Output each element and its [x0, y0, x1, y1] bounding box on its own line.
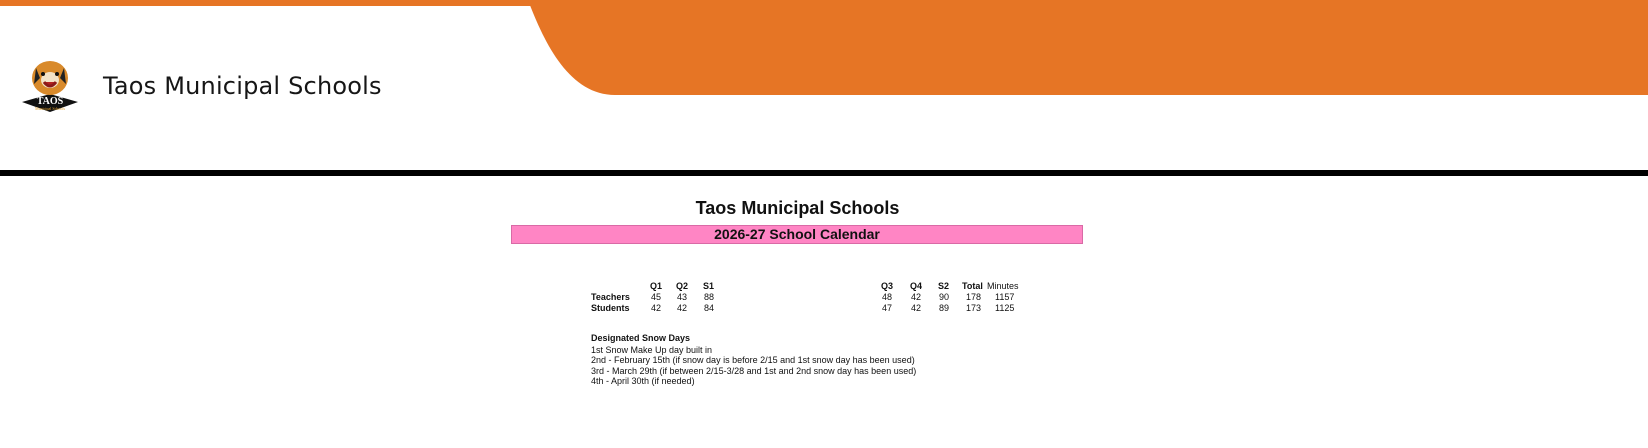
table-cell: 42	[677, 303, 688, 313]
table-cell: 178	[966, 292, 982, 302]
table-cell: 42	[651, 303, 662, 313]
table-cell: 45	[651, 292, 662, 302]
column-header: Q1	[650, 281, 663, 291]
snow-day-item: 4th - April 30th (if needed)	[591, 376, 695, 386]
table-cell: 90	[939, 292, 950, 302]
table-cell: 42	[911, 303, 922, 313]
table-cell: 47	[882, 303, 893, 313]
snow-days-section	[591, 333, 916, 387]
table-cell: 89	[939, 303, 950, 313]
school-logo[interactable]	[16, 58, 84, 112]
column-header: Q4	[910, 281, 923, 291]
table-cell: 88	[704, 292, 715, 302]
table-cell: 43	[677, 292, 688, 302]
column-header: Minutes	[987, 281, 1019, 291]
document-title: Taos Municipal Schools	[695, 198, 900, 218]
column-header: Q2	[676, 281, 689, 291]
column-header: Q3	[881, 281, 894, 291]
table-cell: 173	[966, 303, 982, 313]
table-cell: 1125	[995, 303, 1015, 313]
row-label-teachers: Teachers	[591, 292, 630, 302]
snow-days-heading: Designated Snow Days	[591, 333, 691, 343]
site-title[interactable]: Taos Municipal Schools	[103, 72, 382, 100]
row-label-students: Students	[591, 303, 630, 313]
column-header: S2	[938, 281, 950, 291]
table-cell: 1157	[995, 292, 1015, 302]
column-header: S1	[703, 281, 715, 291]
tiger-logo-icon	[16, 58, 84, 112]
calendar-banner: 2026-27 School Calendar	[511, 225, 1083, 244]
snow-day-item: 2nd - February 15th (if snow day is before 2/15 and 1st snow day has been used)	[591, 355, 915, 365]
logo-text: TAOS	[36, 96, 64, 107]
snow-day-item: 1st Snow Make Up day built in	[591, 344, 713, 355]
table-cell: 48	[882, 292, 893, 302]
table-cell: 42	[911, 292, 922, 302]
column-header: Total	[962, 281, 983, 291]
header-divider	[0, 170, 1648, 176]
snow-day-item: 3rd - March 29th (if between 2/15-3/28 and 1st and 2nd snow day has been used)	[591, 365, 917, 376]
logo-subtext: Municipal Schools	[34, 106, 66, 111]
table-cell: 84	[704, 303, 715, 313]
